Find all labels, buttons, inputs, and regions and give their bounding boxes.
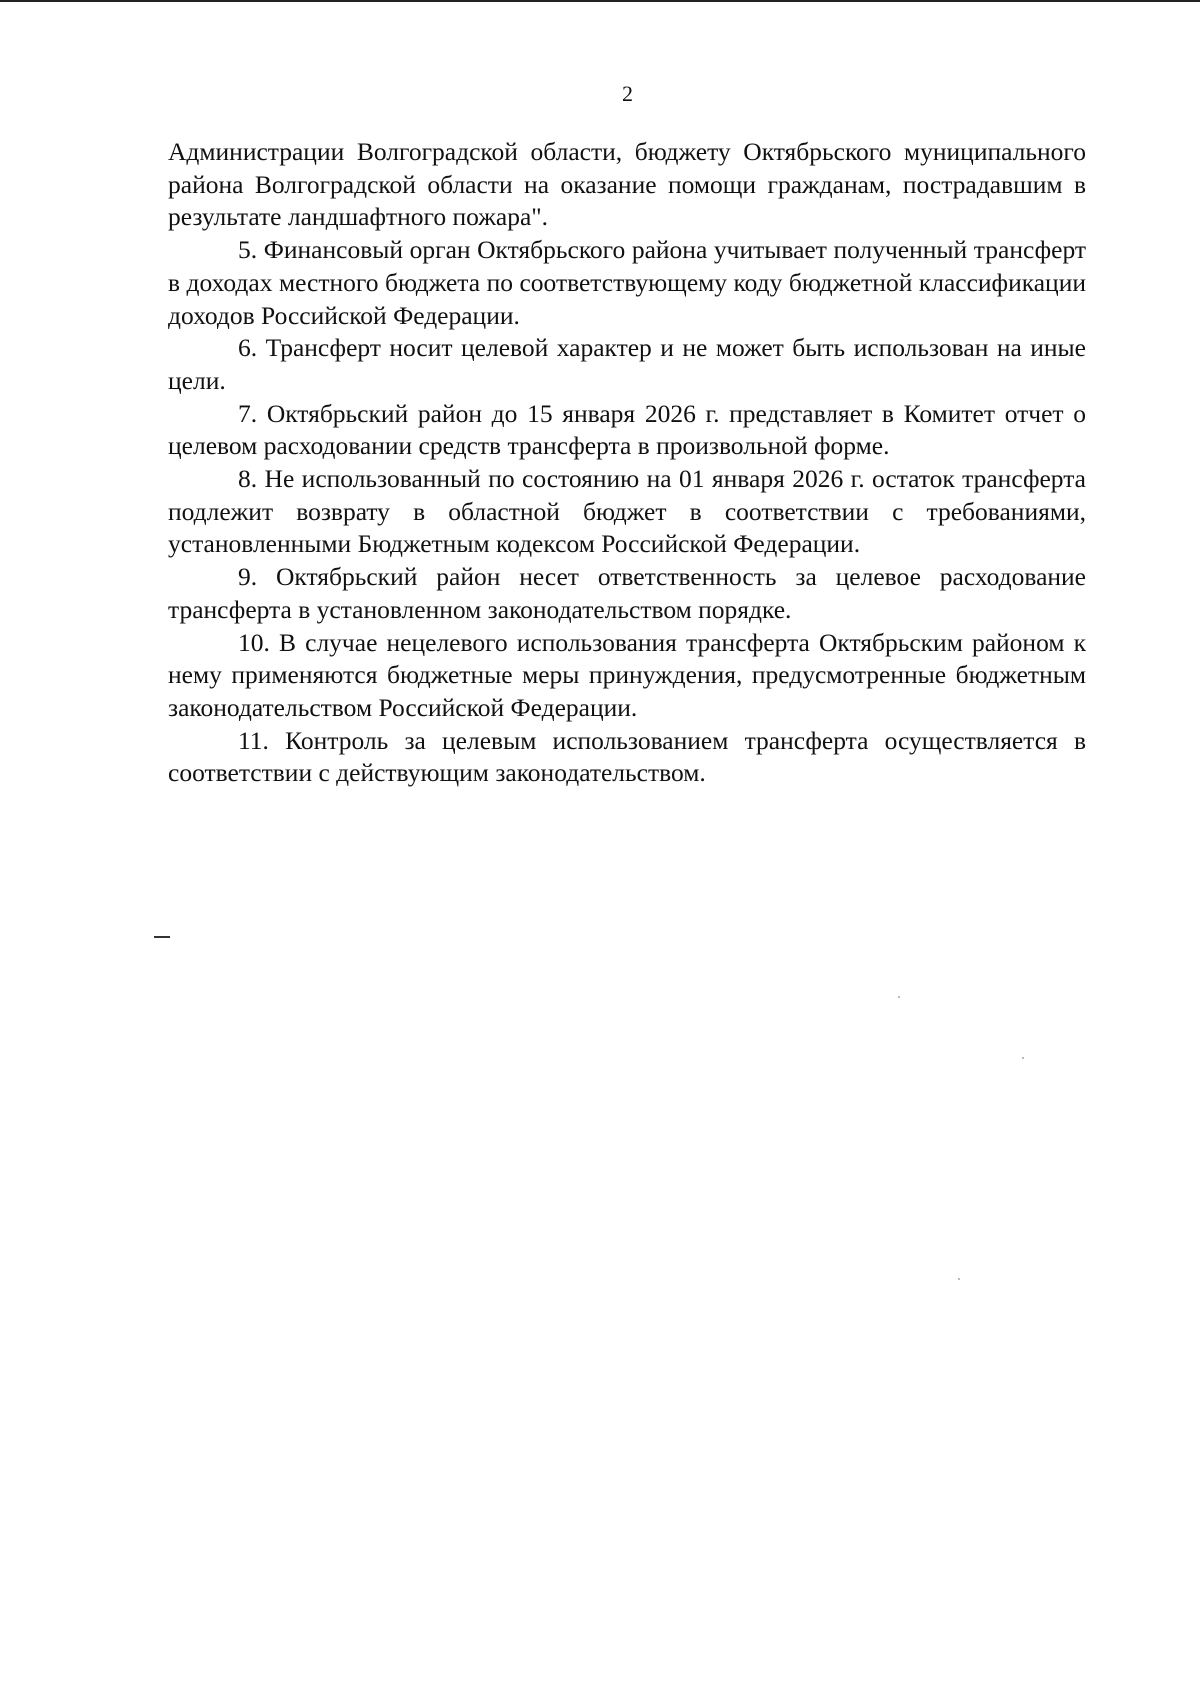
- scan-top-edge: [0, 0, 1200, 2]
- paragraph-7: 7. Октябрьский район до 15 января 2026 г. представляет в Комитет отчет о целевом расходовании средств трансферта в произвольной форме.: [168, 398, 1086, 461]
- paragraph-continuation: Администрации Волгоградской области, бюджету Октябрьского муниципального района Волгоградской области на оказание помощи гражданам, пострадавшим в результате ландшафтного пожара".: [168, 137, 1086, 232]
- paragraph-5: 5. Финансовый орган Октябрьского района учитывает полученный трансферт в доходах местного бюджета по соответствующему коду бюджетной классификации доходов Российской Федерации.: [168, 235, 1086, 330]
- document-body: [168, 136, 1086, 790]
- paragraph-10: 10. В случае нецелевого использования трансферта Октябрьским районом к нему применяются бюджетные меры принуждения, предусмотренные бюджетным законодательством Российской Федерации.: [168, 627, 1086, 722]
- paragraph-9: 9. Октябрьский район несет ответственность за целевое расходование трансферта в установленном законодательством порядке.: [168, 562, 1086, 624]
- paragraph-6: 6. Трансферт носит целевой характер и не может быть использован на иные цели.: [168, 333, 1086, 395]
- scan-speck: [1022, 1057, 1024, 1059]
- paragraph-8: 8. Не использованный по состоянию на 01 января 2026 г. остаток трансферта подлежит возврату в областной бюджет в соответствии с требованиями, установленными Бюджетным кодексом Российской Федерации.: [168, 464, 1086, 559]
- page-number: 2: [622, 81, 633, 106]
- scan-mark-dash: [154, 936, 170, 938]
- scan-speck: [898, 996, 900, 998]
- scan-speck: [958, 1278, 960, 1280]
- paragraph-11: 11. Контроль за целевым использованием трансферта осуществляется в соответствии с действующим законодательством.: [168, 725, 1086, 788]
